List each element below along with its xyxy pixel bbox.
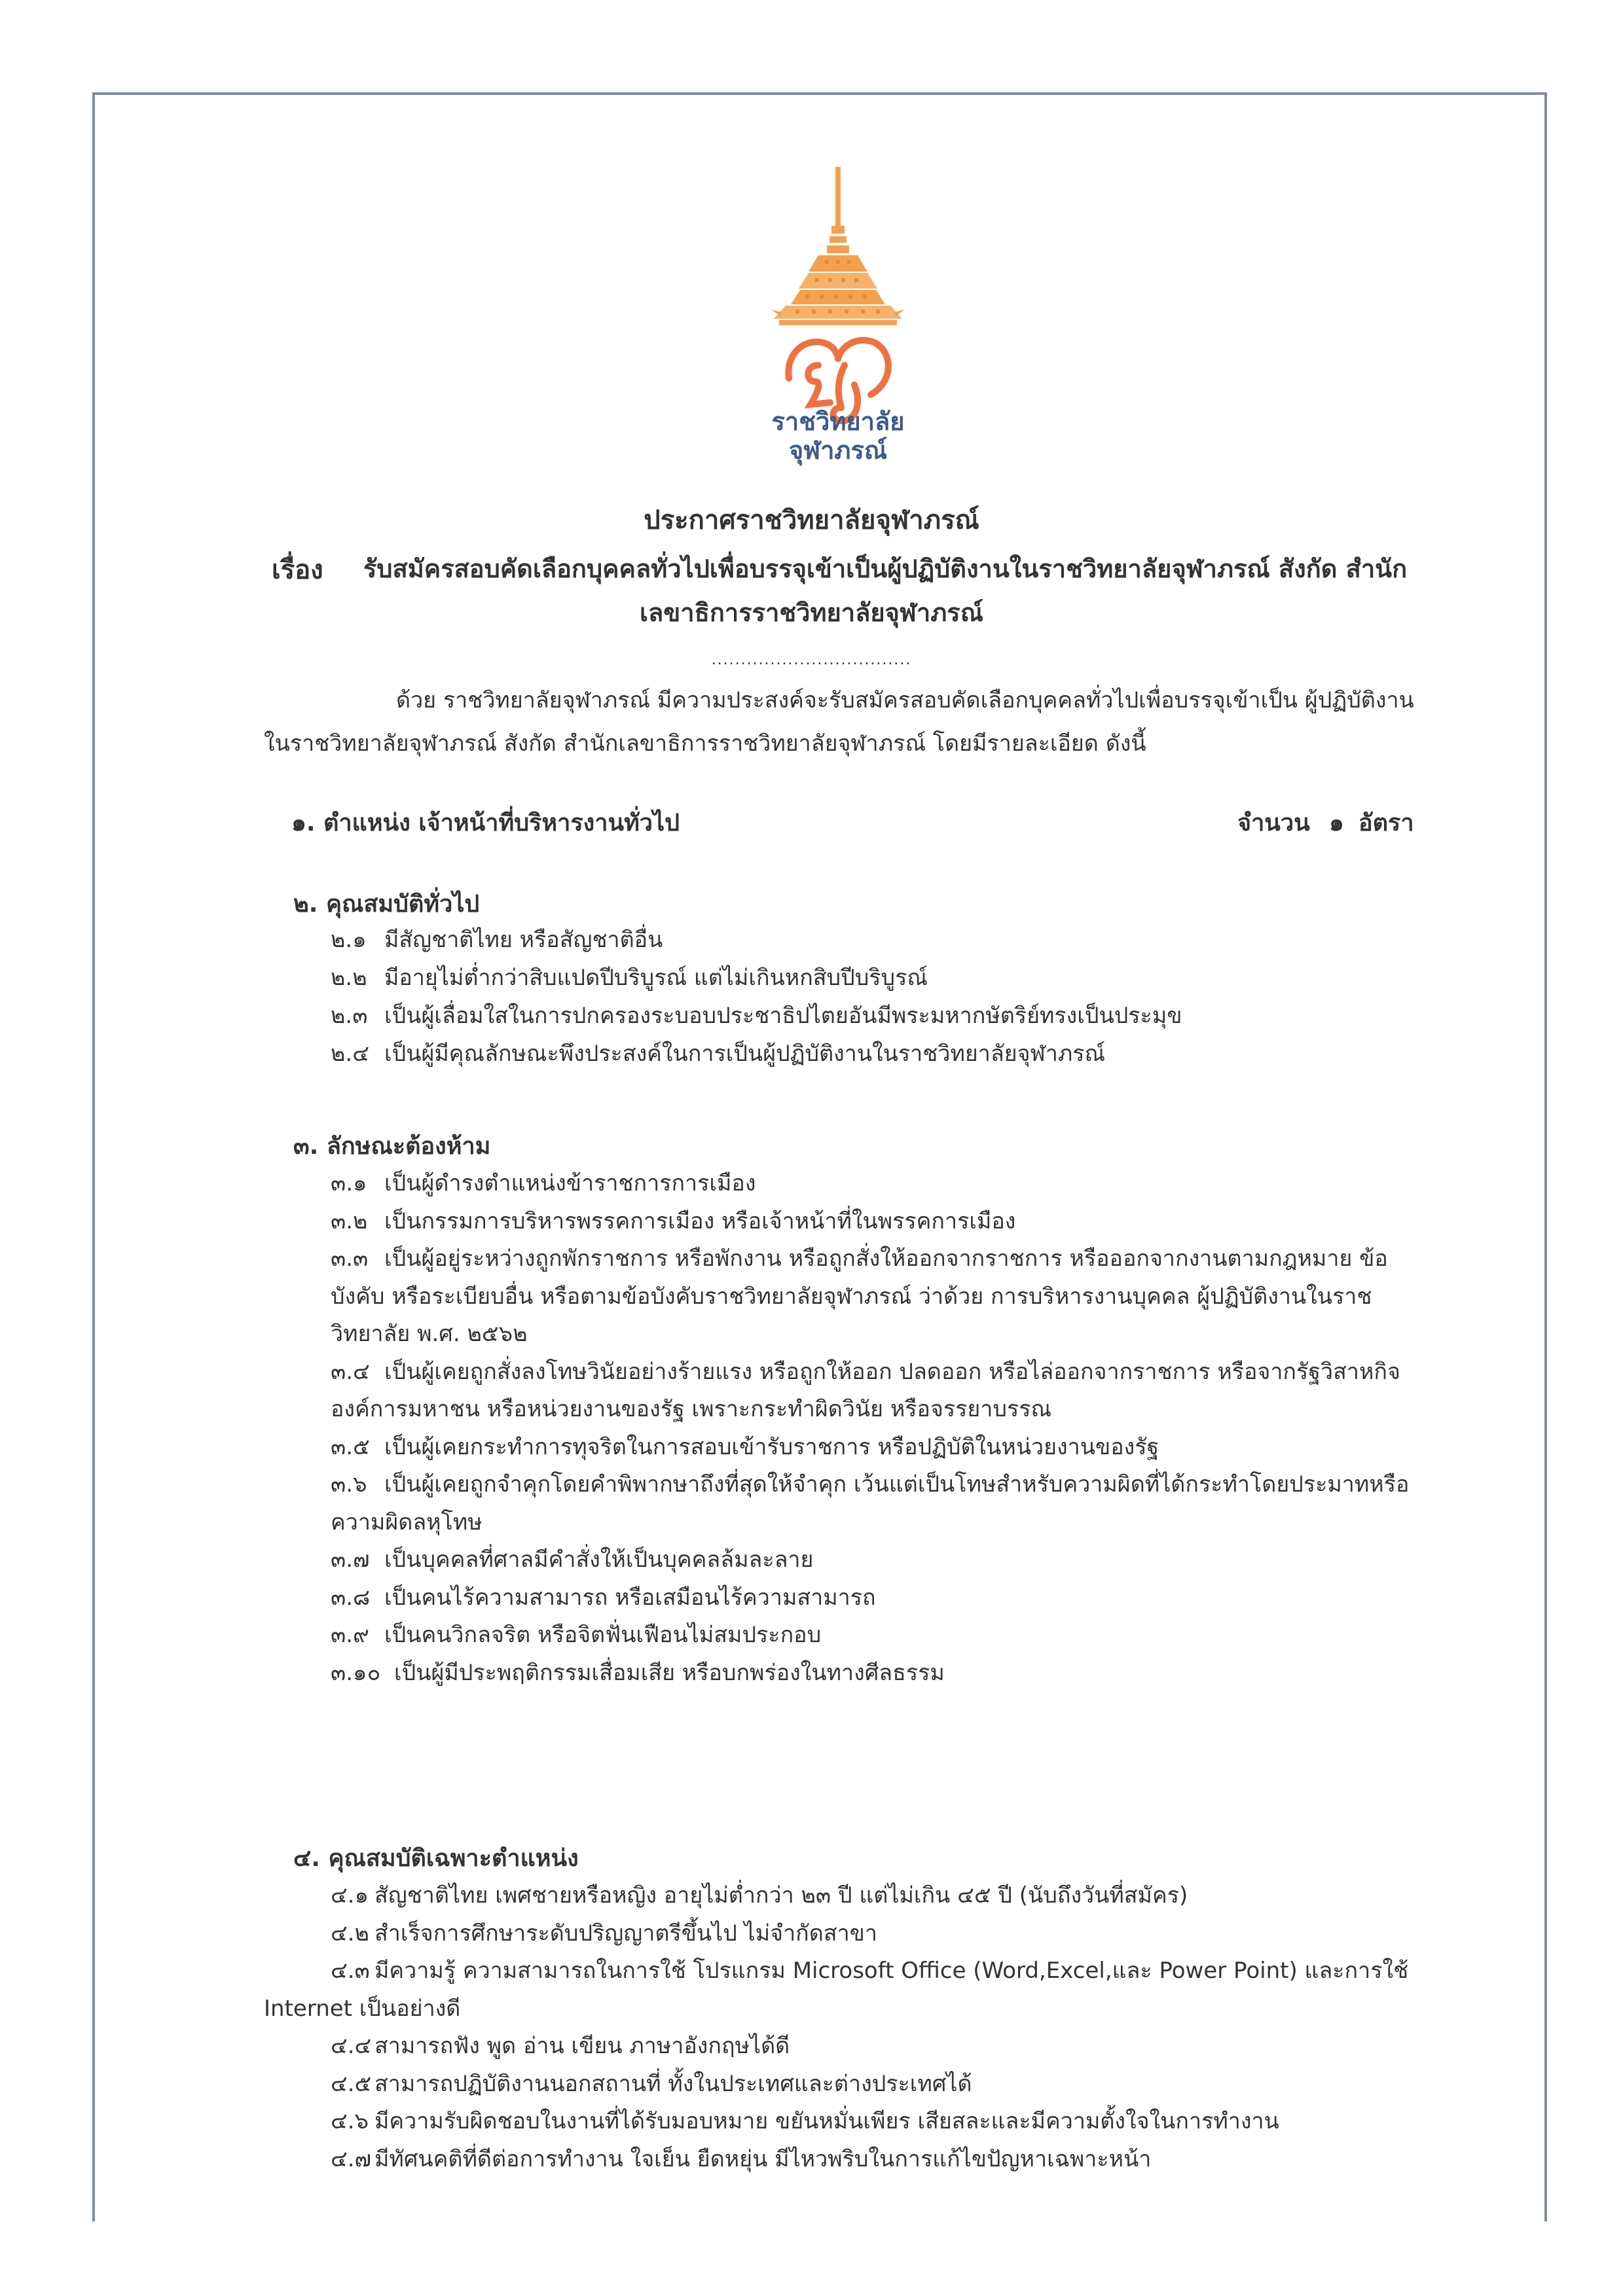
- subject-label: เรื่อง: [272, 555, 323, 585]
- position-count-label: จำนวน: [1237, 810, 1310, 836]
- item-number: ๔.๔: [331, 2033, 372, 2059]
- item-number: ๔.๑: [331, 1882, 369, 1909]
- item-text-continued: Internet เป็นอย่างดี: [264, 1996, 461, 2022]
- item-number: ๒.๑: [331, 927, 367, 953]
- item-text: สามารถฟัง พูด อ่าน เขียน ภาษาอังกฤษได้ดี: [374, 2033, 790, 2059]
- separator-dots: ..................................: [711, 652, 912, 668]
- item-number: ๔.๖: [331, 2108, 369, 2134]
- item-number: ๓.๑: [331, 1170, 367, 1196]
- item-number: ๓.๘: [331, 1585, 371, 1611]
- item-text: สามารถปฏิบัติงานนอกสถานที่ ทั้งในประเทศและต่างประเทศได้: [374, 2071, 972, 2097]
- item-number: ๓.๓: [331, 1246, 369, 1272]
- item-text: เป็นคนไร้ความสามารถ หรือเสมือนไร้ความสามารถ: [384, 1585, 876, 1611]
- college-logo: [740, 160, 936, 465]
- item-text: มีทัศนคติที่ดีต่อการทำงาน ใจเย็น ยืดหยุ่น มีไหวพริบในการแก้ไขปัญหาเฉพาะหน้า: [374, 2146, 1152, 2172]
- item-text: มีความรับผิดชอบในงานที่ได้รับมอบหมาย ขยันหมั่นเพียร เสียสละและมีความตั้งใจในการทำงาน: [374, 2108, 1279, 2134]
- logo-name-line2: จุฬาภรณ์: [788, 436, 888, 465]
- position-count-unit: อัตรา: [1359, 810, 1414, 836]
- item-text: เป็นผู้อยู่ระหว่างถูกพักราชการ หรือพักงาน หรือถูกสั่งให้ออกจากราชการ หรือออกจากงานตามกฎหมาย ข้อ: [384, 1246, 1388, 1272]
- item-text: เป็นผู้เลื่อมใสในการปกครองระบอบประชาธิปไตยอันมีพระมหากษัตริย์ทรงเป็นประมุข: [384, 1003, 1182, 1029]
- item-text-continued: ความผิดลหุโทษ: [331, 1509, 483, 1535]
- item-text: สัญชาติไทย เพศชายหรือหญิง อายุไม่ต่ำกว่า ๒๓ ปี แต่ไม่เกิน ๔๕ ปี (นับถึงวันที่สมัคร): [374, 1882, 1188, 1909]
- section1-heading: ๑. ตำแหน่ง เจ้าหน้าที่บริหารงานทั่วไป: [291, 810, 680, 836]
- item-number: ๔.๗: [331, 2146, 372, 2172]
- item-text: เป็นผู้มีประพฤติกรรมเสื่อมเสีย หรือบกพร่องในทางศีลธรรม: [394, 1660, 945, 1686]
- item-text: เป็นผู้ดำรงตำแหน่งข้าราชการการเมือง: [384, 1170, 756, 1196]
- item-number: ๓.๒: [331, 1208, 368, 1234]
- intro-line1: ด้วย ราชวิทยาลัยจุฬาภรณ์ มีความประสงค์จะรับสมัครสอบคัดเลือกบุคคลทั่วไปเพื่อบรรจุเข้าเป็น ผู้ปฏิบัติงาน: [396, 687, 1414, 713]
- item-number: ๓.๑๐: [331, 1660, 381, 1686]
- item-number: ๓.๔: [331, 1359, 370, 1385]
- item-number: ๒.๒: [331, 965, 367, 991]
- section2-heading: ๒. คุณสมบัติทั่วไป: [293, 891, 480, 918]
- position-count-value: ๑: [1329, 810, 1344, 836]
- item-text: เป็นกรรมการบริหารพรรคการเมือง หรือเจ้าหน้าที่ในพรรคการเมือง: [384, 1208, 1016, 1234]
- item-text: เป็นผู้เคยกระทำการทุจริตในการสอบเข้ารับราชการ หรือปฏิบัติในหน่วยงานของรัฐ: [384, 1434, 1159, 1460]
- item-text-continued: วิทยาลัย พ.ศ. ๒๕๖๒: [331, 1321, 528, 1347]
- item-number: ๓.๗: [331, 1547, 370, 1573]
- item-text: สำเร็จการศึกษาระดับปริญญาตรีขึ้นไป ไม่จำกัดสาขา: [374, 1920, 878, 1946]
- item-text: เป็นคนวิกลจริต หรือจิตฟั่นเฟือนไม่สมประกอบ: [384, 1622, 822, 1648]
- item-text: เป็นบุคคลที่ศาลมีคำสั่งให้เป็นบุคคลล้มละลาย: [384, 1547, 814, 1573]
- item-text-continued: บังคับ หรือระเบียบอื่น หรือตามข้อบังคับราชวิทยาลัยจุฬาภรณ์ ว่าด้วย การบริหารงานบุคคล ผู้ปฏิบัติงานในราช: [331, 1283, 1372, 1310]
- subject-line2: เลขาธิการราชวิทยาลัยจุฬาภรณ์: [640, 598, 983, 627]
- item-number: ๔.๓: [331, 1958, 370, 1984]
- item-text: เป็นผู้เคยถูกสั่งลงโทษวินัยอย่างร้ายแรง หรือถูกให้ออก ปลดออก หรือไล่ออกจากราชการ หรือจากรัฐวิสาหกิจ: [384, 1359, 1400, 1385]
- item-number: ๒.๓: [331, 1003, 368, 1029]
- item-text: มีสัญชาติไทย หรือสัญชาติอื่น: [384, 927, 663, 953]
- item-number: ๓.๖: [331, 1471, 367, 1498]
- item-text: เป็นผู้เคยถูกจำคุกโดยคำพิพากษาถึงที่สุดให้จำคุก เว้นแต่เป็นโทษสำหรับความผิดที่ได้กระทำโดยประมาทหรือ: [384, 1471, 1410, 1498]
- item-number: ๓.๕: [331, 1434, 370, 1460]
- announcement-title: ประกาศราชวิทยาลัยจุฬาภรณ์: [644, 505, 979, 535]
- section3-heading: ๓. ลักษณะต้องห้าม: [293, 1133, 491, 1160]
- subject-line1: รับสมัครสอบคัดเลือกบุคคลทั่วไปเพื่อบรรจุเข้าเป็นผู้ปฏิบัติงานในราชวิทยาลัยจุฬาภรณ์ สังกัด สำนัก: [363, 554, 1408, 583]
- item-text: มีอายุไม่ต่ำกว่าสิบแปดปีบริบูรณ์ แต่ไม่เกินหกสิบปีบริบูรณ์: [384, 965, 928, 991]
- item-number: ๔.๕: [331, 2071, 372, 2097]
- section4-heading: ๔. คุณสมบัติเฉพาะตำแหน่ง: [293, 1845, 579, 1872]
- item-text: มีความรู้ ความสามารถในการใช้ โปรแกรม Microsoft Office (Word,Excel,และ Power Point) และการใช้: [374, 1958, 1409, 1984]
- item-number: ๒.๔: [331, 1041, 369, 1067]
- intro-line2: ในราชวิทยาลัยจุฬาภรณ์ สังกัด สำนักเลขาธิการราชวิทยาลัยจุฬาภรณ์ โดยมีรายละเอียด ดังนี้: [264, 730, 1146, 757]
- item-number: ๓.๙: [331, 1622, 369, 1648]
- item-number: ๔.๒: [331, 1920, 369, 1946]
- item-text-continued: องค์การมหาชน หรือหน่วยงานของรัฐ เพราะกระทำผิดวินัย หรือจรรยาบรรณ: [331, 1396, 1052, 1422]
- item-text: เป็นผู้มีคุณลักษณะพึงประสงค์ในการเป็นผู้ปฏิบัติงานในราชวิทยาลัยจุฬาภรณ์: [384, 1041, 1106, 1067]
- logo-name-line1: ราชวิทยาลัย: [771, 407, 905, 436]
